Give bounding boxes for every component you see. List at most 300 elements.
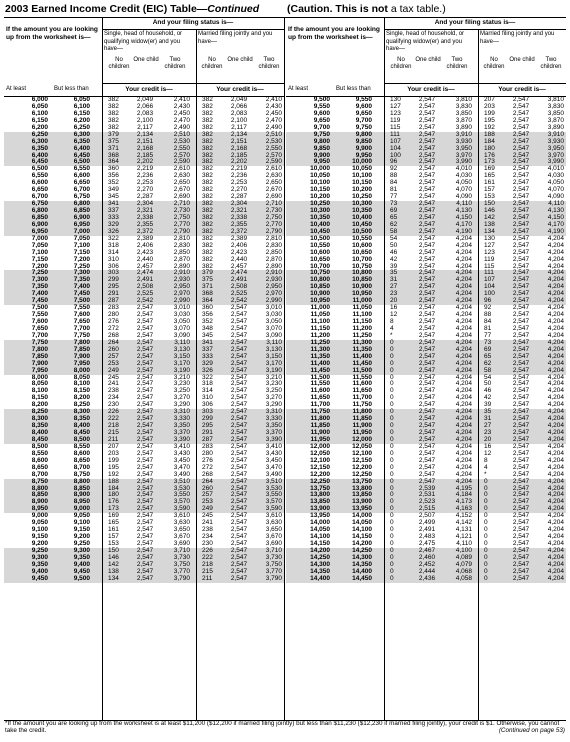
married-one-child-cell: 2,547 <box>512 102 530 110</box>
married-one-child-cell: 2,547 <box>512 331 530 339</box>
but-less-than-cell: 7,250 <box>73 262 90 270</box>
single-one-child-cell: 2,547 <box>136 574 154 582</box>
single-two-children-cell: 4,204 <box>455 442 472 450</box>
at-least-cell: 7,900 <box>31 359 48 367</box>
single-two-children-cell: 4,204 <box>455 456 472 464</box>
single-no-children-cell: 176 <box>108 498 119 506</box>
single-no-children-cell: 42 <box>390 255 398 263</box>
married-two-children-cell: 4,204 <box>547 553 564 561</box>
married-no-children-cell: 356 <box>202 311 213 319</box>
married-one-child-cell: 2,547 <box>512 324 530 332</box>
single-one-child-cell: 2,547 <box>418 477 436 485</box>
married-no-children-cell: 382 <box>202 158 213 166</box>
but-less-than-cell: 11,450 <box>352 359 372 367</box>
but-less-than-cell: 11,000 <box>352 297 372 305</box>
single-two-children-cell: 4,068 <box>455 567 472 575</box>
married-two-children-cell: 3,690 <box>265 540 282 547</box>
but-less-than-cell: 6,850 <box>73 207 90 214</box>
single-two-children-cell: 2,970 <box>173 290 190 298</box>
married-one-child-cell: 2,547 <box>512 200 530 208</box>
at-least-cell: 8,950 <box>31 505 48 513</box>
single-one-child-cell: 2,547 <box>418 394 436 402</box>
married-one-child-cell: 2,547 <box>512 165 530 173</box>
married-no-children-cell: 176 <box>484 151 495 159</box>
but-less-than-cell: 6,150 <box>73 109 90 117</box>
married-one-child-cell: 2,547 <box>512 387 530 395</box>
single-two-children-cell: 2,710 <box>173 200 190 208</box>
single-one-child-cell: 2,547 <box>418 248 436 256</box>
at-least-cell: 11,800 <box>310 415 330 423</box>
single-one-child-cell: 2,547 <box>418 297 436 305</box>
single-one-child-cell: 2,547 <box>136 449 154 457</box>
married-one-child-cell: 2,547 <box>512 435 530 443</box>
single-group-label: Single, head of household, or qualifying widow(er) and you have— <box>104 31 183 52</box>
single-two-children-cell: 4,110 <box>456 540 472 547</box>
at-least-cell: 7,350 <box>31 283 48 291</box>
but-less-than-cell: 8,850 <box>73 484 90 492</box>
single-no-children-cell: 333 <box>108 213 119 221</box>
single-no-children-cell: 375 <box>108 137 119 145</box>
single-one-child-cell: 2,547 <box>418 463 436 471</box>
if-amount-label: If the amount you are looking up from the worksheet is— <box>288 26 380 41</box>
married-no-children-cell: 218 <box>202 560 213 568</box>
at-least-cell: 7,400 <box>31 290 48 298</box>
married-one-child-cell: 2,547 <box>512 519 530 527</box>
single-two-children-cell: 4,089 <box>455 553 472 561</box>
married-no-children-cell: 142 <box>484 213 495 221</box>
single-two-children-cell: 4,142 <box>455 519 472 527</box>
married-one-child-cell: 2,547 <box>230 463 248 471</box>
single-one-child-cell: 2,547 <box>136 533 154 541</box>
married-two-children-cell: 3,770 <box>265 567 282 575</box>
single-two-children-cell: 4,204 <box>455 352 472 360</box>
married-no-children-cell: 260 <box>202 484 213 492</box>
married-no-children-cell: 364 <box>202 297 213 305</box>
married-one-child-cell: 2,547 <box>230 553 248 561</box>
at-least-cell: 9,700 <box>313 123 330 131</box>
single-one-child-cell: 2,355 <box>136 220 154 228</box>
married-two-children-cell: 4,070 <box>547 186 564 194</box>
single-one-child-cell: 2,547 <box>418 144 436 152</box>
at-least-cell: 14,050 <box>310 526 330 534</box>
but-less-than-cell: 6,800 <box>73 200 90 208</box>
married-two-children-cell: 3,790 <box>265 574 282 582</box>
married-two-children-cell: 3,950 <box>547 144 564 152</box>
at-least-cell: 6,050 <box>31 102 48 110</box>
at-least-cell: 10,000 <box>310 165 330 173</box>
single-two-children-cell: 3,490 <box>173 470 190 478</box>
married-one-child-cell: 2,547 <box>512 255 530 263</box>
married-no-children-cell: 329 <box>202 359 213 367</box>
at-least-cell: 14,250 <box>310 553 330 561</box>
but-less-than-cell: 10,050 <box>352 165 372 173</box>
single-two-children-cell: 4,204 <box>455 429 472 436</box>
married-no-children-cell: 382 <box>202 130 213 138</box>
married-two-children-cell: 2,710 <box>265 200 282 208</box>
single-one-child-cell: 2,547 <box>418 304 436 312</box>
but-less-than-cell: 6,400 <box>73 144 90 152</box>
single-two-children-cell: 3,970 <box>455 151 472 159</box>
your-credit-label: Your credit is— Your credit is— <box>384 83 566 95</box>
single-two-children-cell: 2,470 <box>173 116 190 124</box>
single-one-child-cell: 2,547 <box>136 526 154 534</box>
at-least-cell: 6,800 <box>31 207 48 214</box>
married-no-children-cell: 287 <box>202 435 213 443</box>
single-no-children-cell: 0 <box>390 477 394 485</box>
single-one-child-cell: 2,547 <box>418 213 436 221</box>
single-no-children-cell: 0 <box>390 519 394 527</box>
married-two-children-cell: 3,150 <box>265 352 282 360</box>
single-one-child-cell: 2,100 <box>136 116 154 124</box>
married-no-children-cell: 188 <box>484 130 495 138</box>
single-no-children-cell: 341 <box>108 200 119 208</box>
single-one-child-cell: 2,547 <box>418 359 436 367</box>
married-no-children-cell: 123 <box>484 248 495 256</box>
married-two-children-cell: 4,130 <box>547 207 564 214</box>
single-no-children-cell: 283 <box>108 304 119 312</box>
at-least-cell: 9,900 <box>313 151 330 159</box>
single-no-children-cell: 0 <box>390 408 394 416</box>
married-no-children-cell: 382 <box>202 255 213 263</box>
filing-status-label: And your filing status is— <box>102 19 284 30</box>
but-less-than-cell: 10,300 <box>352 200 372 208</box>
at-least-cell: 11,450 <box>310 366 330 374</box>
single-no-children-cell: 0 <box>390 553 394 561</box>
at-least-cell: 6,150 <box>31 116 48 124</box>
single-no-children-cell: 0 <box>390 498 394 506</box>
single-one-child-cell: 2,547 <box>418 401 436 409</box>
married-no-children-cell: 222 <box>202 553 213 561</box>
married-two-children-cell: 2,570 <box>265 151 282 159</box>
single-no-children-cell: 356 <box>108 172 119 180</box>
married-two-children-cell: 3,390 <box>265 435 282 443</box>
single-two-children-cell: 4,100 <box>455 546 472 554</box>
single-no-children-cell: 130 <box>390 96 401 103</box>
married-one-child-cell: 2,547 <box>230 352 248 360</box>
single-no-children-cell: 345 <box>108 193 119 201</box>
at-least-cell: 8,500 <box>31 442 48 450</box>
single-no-children-cell: 8 <box>390 318 394 325</box>
married-two-children-cell: 4,204 <box>547 311 564 319</box>
single-no-children-cell: 245 <box>108 373 119 381</box>
at-least-cell: 8,200 <box>31 401 48 409</box>
married-two-children-cell: 3,670 <box>265 533 282 541</box>
single-one-child-cell: 2,547 <box>136 512 154 520</box>
married-one-child-cell: 2,547 <box>512 96 530 103</box>
but-less-than-cell: 11,850 <box>352 415 372 423</box>
but-less-than-cell: 14,100 <box>352 526 372 534</box>
at-least-cell: 13,950 <box>310 512 330 520</box>
married-one-child-cell: 2,547 <box>230 387 248 395</box>
single-two-children-cell: 3,110 <box>174 338 190 346</box>
single-no-children-cell: 73 <box>390 200 398 208</box>
married-one-child-cell: 2,100 <box>230 116 248 124</box>
married-one-child-cell: 2,547 <box>230 484 248 492</box>
but-less-than-cell: 9,400 <box>73 560 90 568</box>
title-continued: Continued <box>207 3 260 15</box>
single-no-children-cell: 100 <box>390 151 401 159</box>
no-children-label: No children <box>483 57 505 70</box>
married-one-child-cell: 2,547 <box>230 304 248 312</box>
but-less-than-cell: 8,700 <box>73 463 90 471</box>
married-two-children-cell: 3,890 <box>547 123 564 131</box>
married-no-children-cell: 326 <box>202 366 213 374</box>
single-two-children-cell: 2,790 <box>173 227 190 235</box>
single-no-children-cell: 382 <box>108 116 119 124</box>
married-no-children-cell: 276 <box>202 456 213 464</box>
married-no-children-cell: 84 <box>484 318 492 325</box>
at-least-cell: 14,000 <box>310 519 330 527</box>
married-one-child-cell: 2,547 <box>512 512 530 520</box>
single-no-children-cell: 0 <box>390 512 394 520</box>
single-two-children-cell: 2,930 <box>173 276 190 284</box>
single-two-children-cell: 3,990 <box>455 158 472 166</box>
single-one-child-cell: 2,547 <box>418 318 436 325</box>
but-less-than-cell: 11,800 <box>352 408 372 416</box>
single-one-child-cell: 2,475 <box>418 540 436 547</box>
married-two-children-cell: 2,990 <box>265 297 282 305</box>
married-two-children-cell: 2,810 <box>265 234 282 242</box>
married-no-children-cell: 382 <box>202 179 213 187</box>
single-one-child-cell: 2,547 <box>136 505 154 513</box>
single-one-child-cell: 2,547 <box>418 290 436 298</box>
left-rows <box>4 97 284 583</box>
married-one-child-cell: 2,547 <box>230 366 248 374</box>
married-two-children-cell: 2,730 <box>265 207 282 214</box>
but-less-than-cell: 12,050 <box>352 442 372 450</box>
single-two-children-cell: 3,650 <box>173 526 190 534</box>
but-less-than-cell: 7,300 <box>73 269 90 277</box>
married-no-children-cell: 184 <box>484 137 495 145</box>
married-one-child-cell: 2,547 <box>512 130 530 138</box>
single-one-child-cell: 2,547 <box>136 540 154 547</box>
single-no-children-cell: 0 <box>390 456 394 464</box>
single-no-children-cell: 0 <box>390 491 394 499</box>
but-less-than-cell: 14,150 <box>352 533 372 541</box>
but-less-than-cell: 12,000 <box>352 435 372 443</box>
at-least-cell: 8,400 <box>31 429 48 436</box>
but-less-than-cell: 9,800 <box>355 130 372 138</box>
at-least-cell: 11,700 <box>310 401 330 409</box>
married-no-children-cell: 352 <box>202 318 213 325</box>
at-least-cell: 7,600 <box>31 318 48 325</box>
but-less-than-cell: 13,800 <box>352 484 372 492</box>
single-no-children-cell: 146 <box>108 553 119 561</box>
single-no-children-cell: 104 <box>390 144 401 152</box>
married-no-children-cell: * <box>484 470 487 478</box>
married-no-children-cell: 382 <box>202 241 213 249</box>
single-two-children-cell: 2,890 <box>173 262 190 270</box>
at-least-cell: 14,350 <box>310 567 330 575</box>
single-two-children-cell: 4,204 <box>455 373 472 381</box>
single-one-child-cell: 2,547 <box>136 380 154 388</box>
but-less-than-cell: 14,200 <box>352 540 372 547</box>
single-one-child-cell: 2,547 <box>418 255 436 263</box>
divider <box>478 29 479 96</box>
married-one-child-cell: 2,219 <box>230 165 248 173</box>
single-one-child-cell: 2,547 <box>136 338 154 346</box>
single-one-child-cell: 2,508 <box>136 283 154 291</box>
but-less-than-cell: 11,650 <box>352 387 372 395</box>
married-one-child-cell: 2,547 <box>512 560 530 568</box>
single-two-children-cell: 2,550 <box>173 144 190 152</box>
single-no-children-cell: 0 <box>390 449 394 457</box>
but-less-than-cell: 7,750 <box>73 331 90 339</box>
at-least-cell: 7,650 <box>31 324 48 332</box>
single-two-children-cell: 4,010 <box>455 165 472 173</box>
no-children-label: No children <box>201 57 223 70</box>
but-less-than-cell: 7,650 <box>73 318 90 325</box>
married-one-child-cell: 2,547 <box>230 456 248 464</box>
but-less-than-cell: 9,150 <box>73 526 90 534</box>
married-one-child-cell: 2,547 <box>512 366 530 374</box>
single-no-children-cell: 0 <box>390 574 394 582</box>
at-least-cell: 9,600 <box>313 109 330 117</box>
single-one-child-cell: 2,547 <box>136 324 154 332</box>
single-no-children-cell: 264 <box>108 338 119 346</box>
single-two-children-cell: 4,204 <box>455 255 472 263</box>
single-two-children-cell: 2,590 <box>173 158 190 166</box>
married-two-children-cell: 3,630 <box>265 519 282 527</box>
single-no-children-cell: 88 <box>390 172 398 180</box>
no-children-label: No children <box>390 57 412 70</box>
at-least-cell: 7,000 <box>31 234 48 242</box>
but-less-than-cell: 6,200 <box>73 116 90 124</box>
married-one-child-cell: 2,547 <box>512 193 530 201</box>
married-one-child-cell: 2,547 <box>230 429 248 436</box>
married-two-children-cell: 4,204 <box>547 533 564 541</box>
married-two-children-cell: 4,204 <box>547 429 564 436</box>
single-two-children-cell: 4,204 <box>455 234 472 242</box>
single-one-child-cell: 2,457 <box>136 262 154 270</box>
married-one-child-cell: 2,547 <box>512 137 530 145</box>
married-two-children-cell: 4,204 <box>547 394 564 402</box>
at-least-cell: 6,500 <box>31 165 48 173</box>
married-two-children-cell: 2,610 <box>265 165 282 173</box>
single-one-child-cell: 2,483 <box>418 533 436 541</box>
but-less-than-label: But less than <box>336 86 371 92</box>
single-no-children-cell: 226 <box>108 408 119 416</box>
married-no-children-cell: 310 <box>202 394 213 402</box>
married-one-child-cell: 2,547 <box>512 262 530 270</box>
single-two-children-cell: 2,510 <box>173 130 190 138</box>
single-two-children-cell: 3,610 <box>173 512 190 520</box>
but-less-than-cell: 10,250 <box>352 193 372 201</box>
divider <box>384 18 385 96</box>
at-least-cell: 10,600 <box>310 248 330 256</box>
single-one-child-cell: 2,547 <box>136 345 154 353</box>
married-one-child-cell: 2,547 <box>512 186 530 194</box>
but-less-than-cell: 7,950 <box>73 359 90 367</box>
single-one-child-cell: 2,531 <box>418 491 436 499</box>
but-less-than-cell: 6,550 <box>73 165 90 173</box>
married-one-child-cell: 2,547 <box>512 449 530 457</box>
single-one-child-cell: 2,547 <box>418 207 436 214</box>
but-less-than-cell: 8,950 <box>73 498 90 506</box>
married-no-children-cell: 31 <box>484 415 492 423</box>
married-no-children-cell: 0 <box>484 526 488 534</box>
married-no-children-cell: 16 <box>484 442 492 450</box>
single-no-children-cell: 134 <box>108 574 119 582</box>
single-one-child-cell: 2,523 <box>418 498 436 506</box>
single-one-child-cell: 2,436 <box>418 574 436 582</box>
single-no-children-cell: 280 <box>108 311 119 319</box>
single-one-child-cell: 2,547 <box>136 553 154 561</box>
right-rows <box>286 97 566 583</box>
but-less-than-cell: 11,750 <box>352 401 372 409</box>
at-least-cell: 8,000 <box>31 373 48 381</box>
married-one-child-cell: 2,338 <box>230 213 248 221</box>
single-two-children-cell: 2,670 <box>173 186 190 194</box>
single-two-children-cell: 3,330 <box>173 415 190 423</box>
single-two-children-cell: 4,204 <box>455 408 472 416</box>
but-less-than-cell: 9,850 <box>355 137 372 145</box>
single-no-children-cell: 157 <box>108 533 119 541</box>
married-no-children-cell: 192 <box>484 123 495 131</box>
single-one-child-cell: 2,547 <box>418 220 436 228</box>
married-one-child-cell: 2,547 <box>512 415 530 423</box>
single-one-child-cell: 2,547 <box>418 380 436 388</box>
married-one-child-cell: 2,547 <box>512 567 530 575</box>
married-two-children-cell: 3,450 <box>265 456 282 464</box>
married-no-children-cell: 138 <box>484 220 495 228</box>
married-two-children-cell: 4,150 <box>547 213 564 221</box>
single-no-children-cell: 0 <box>390 401 394 409</box>
married-one-child-cell: 2,547 <box>512 526 530 534</box>
married-one-child-cell: 2,547 <box>512 276 530 284</box>
single-two-children-cell: 4,204 <box>455 318 472 325</box>
married-no-children-cell: 382 <box>202 262 213 270</box>
at-least-cell: 6,300 <box>31 137 48 145</box>
single-one-child-cell: 2,202 <box>136 158 154 166</box>
at-least-cell: 10,950 <box>310 297 330 305</box>
single-no-children-cell: 0 <box>390 463 394 471</box>
married-two-children-cell: 3,370 <box>265 429 282 436</box>
but-less-than-cell: 6,650 <box>73 179 90 187</box>
married-two-children-cell: 4,090 <box>547 193 564 201</box>
but-less-than-cell: 14,050 <box>352 519 372 527</box>
at-least-cell: 6,400 <box>31 151 48 159</box>
single-one-child-cell: 2,547 <box>418 422 436 430</box>
single-two-children-cell: 3,310 <box>173 408 190 416</box>
at-least-cell: 12,100 <box>310 456 330 464</box>
single-no-children-cell: 222 <box>108 415 119 423</box>
one-child-label: One child <box>509 57 535 63</box>
married-two-children-cell: 4,110 <box>548 200 564 208</box>
married-two-children-cell: 3,570 <box>265 498 282 506</box>
married-no-children-cell: 382 <box>202 234 213 242</box>
but-less-than-cell: 11,600 <box>352 380 372 388</box>
single-one-child-cell: 2,389 <box>136 234 154 242</box>
single-one-child-cell: 2,547 <box>418 234 436 242</box>
married-one-child-cell: 2,287 <box>230 193 248 201</box>
single-two-children-cell: 3,530 <box>173 484 190 492</box>
married-no-children-cell: 245 <box>202 512 213 520</box>
single-no-children-cell: 382 <box>108 109 119 117</box>
single-two-children-cell: 3,070 <box>173 324 190 332</box>
married-two-children-cell: 3,610 <box>265 512 282 520</box>
married-no-children-cell: 195 <box>484 116 495 124</box>
but-less-than-cell: 13,850 <box>352 491 372 499</box>
single-one-child-cell: 2,185 <box>136 151 154 159</box>
single-one-child-cell: 2,452 <box>418 560 436 568</box>
single-no-children-cell: 35 <box>390 269 398 277</box>
married-no-children-cell: 134 <box>484 227 495 235</box>
single-two-children-cell: 3,910 <box>455 130 472 138</box>
but-less-than-cell: 11,550 <box>352 373 372 381</box>
single-no-children-cell: 96 <box>390 158 398 166</box>
married-no-children-cell: 35 <box>484 408 492 416</box>
